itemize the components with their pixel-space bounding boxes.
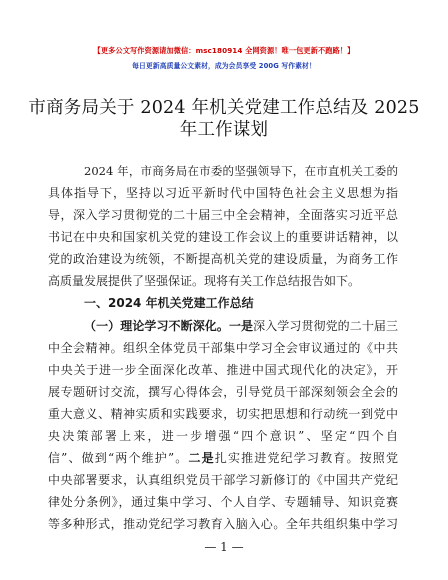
paragraph-2-line-3: 展专题研讨交流，撰写心得体会，引导党员干部深刻领会全会的: [48, 385, 398, 399]
mixed-line-before: 信”、做到“两个维护”。: [48, 451, 189, 465]
mixed-line-bold: 二是: [188, 451, 215, 465]
page-number: — 1 —: [204, 540, 244, 554]
paragraph-2-line-4: 重大意义、精神实质和实践要求，切实把思想和行动统一到党中: [48, 407, 398, 421]
paragraph-1-line-5: 党的政治建设为统领，不断提高机关党的建设质量，为商务工作: [48, 252, 398, 266]
promo-banner-line-1: 【更多公文写作资源请加微信：msc180914 全网资源！唯一包更新不跑路！】: [93, 46, 355, 55]
paragraph-1-line-3: 导，深入学习贯彻党的二十届三中全会精神，全面落实习近平总: [48, 208, 398, 222]
section-heading: 一、2024 年机关党建工作总结: [84, 296, 254, 310]
paragraph-3-line-2: 律处分条例》，通过集中学习、个人自学、专题辅导、知识竞赛: [48, 495, 398, 509]
paragraph-1-line-6: 高质量发展提供了坚强保证。现将有关工作总结报告如下。: [48, 274, 361, 288]
paragraph-2-line-2: 中央关于进一步全面深化改革、推进中国式现代化的决定》，开: [48, 363, 398, 377]
document-title-line-2: 年工作谋划: [179, 120, 269, 140]
subsection-lead: 一是: [228, 319, 254, 333]
subsection-first-line: [84, 317, 398, 335]
mixed-line-after: 扎实推进党纪学习教育。按照党: [214, 451, 398, 465]
subsection-first-line-text: 深入学习贯彻党的二十届三: [253, 319, 398, 333]
subsection-heading: （一）理论学习不断深化。: [84, 319, 229, 333]
paragraph-2-line-5: 央决策部署上来，进一步增强“四个意识”、坚定“四个自: [48, 429, 398, 443]
paragraph-3-line-3: 等多种形式，推动党纪学习教育入脑入心。全年共组织集中学习: [48, 517, 398, 531]
mixed-line: [48, 449, 398, 467]
paragraph-3-line-1: 中央部署要求，认真组织党员干部学习新修订的《中国共产党纪: [48, 473, 398, 487]
paragraph-2-line-1: 中全会精神。组织全体党员干部集中学习全会审议通过的《中共: [48, 341, 398, 355]
promo-banner-line-2: 每日更新高质量公文素材，成为会员享受 200G 写作素材！: [132, 62, 316, 70]
paragraph-1-line-4: 书记在中央和国家机关党的建设工作会议上的重要讲话精神，以: [48, 230, 398, 244]
document-title-line-1: 市商务局关于 2024 年机关党建工作总结及 2025: [28, 98, 420, 118]
paragraph-1-line-1: 2024 年，市商务局在市委的坚强领导下，在市直机关工委的: [84, 164, 398, 178]
paragraph-1-line-2: 具体指导下，坚持以习近平新时代中国特色社会主义思想为指: [48, 186, 398, 200]
